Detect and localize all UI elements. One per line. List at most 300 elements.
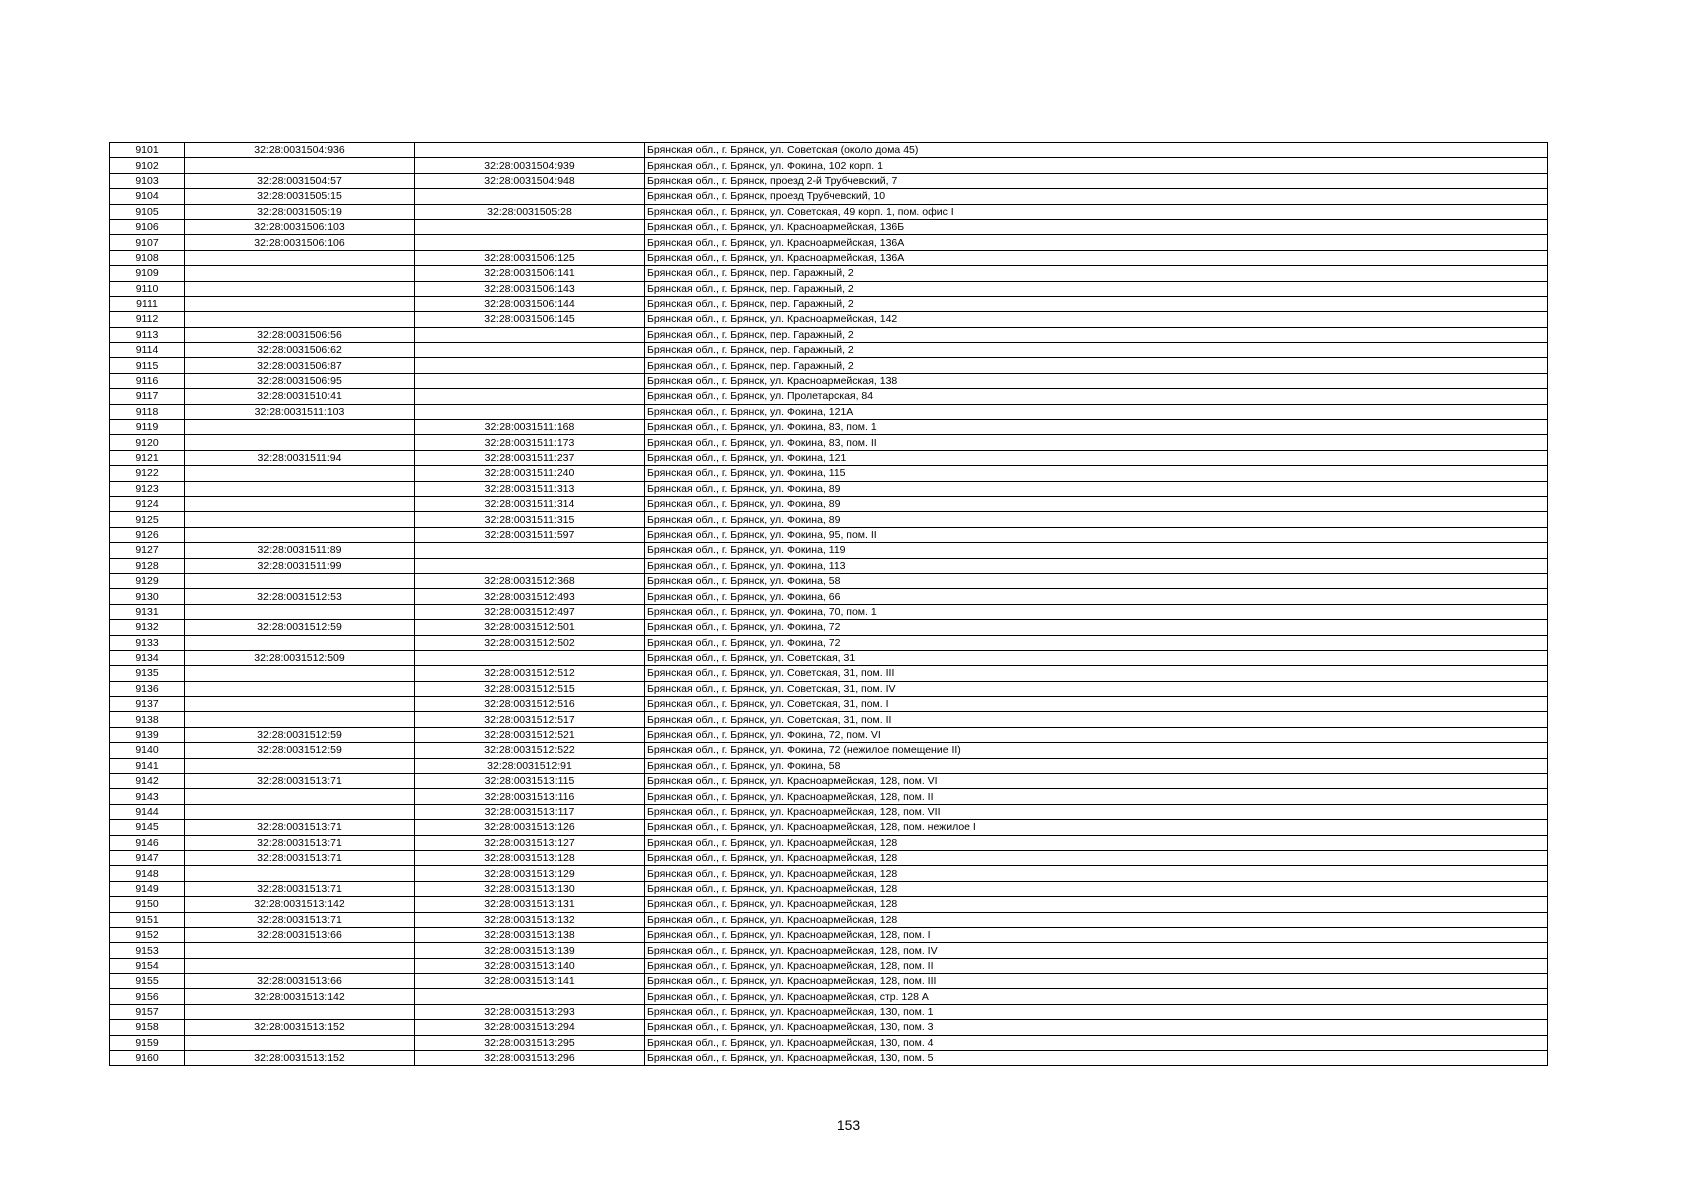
row-number-cell: 9134 (110, 650, 185, 665)
address-cell: Брянская обл., г. Брянск, ул. Советская, 31 (645, 650, 1548, 665)
registry-table (109, 142, 1548, 1066)
land-cadastral-number-cell (185, 250, 415, 265)
table-row (110, 820, 1548, 835)
address-cell: Брянская обл., г. Брянск, пер. Гаражный, 2 (645, 358, 1548, 373)
table-row (110, 266, 1548, 281)
row-number-cell: 9132 (110, 620, 185, 635)
address-cell: Брянская обл., г. Брянск, ул. Красноармейская, 130, пом. 5 (645, 1051, 1548, 1066)
land-cadastral-number-cell: 32:28:0031506:62 (185, 343, 415, 358)
row-number-cell: 9127 (110, 543, 185, 558)
land-cadastral-number-cell: 32:28:0031511:103 (185, 404, 415, 419)
building-cadastral-number-cell: 32:28:0031504:948 (415, 173, 645, 188)
building-cadastral-number-cell (415, 389, 645, 404)
row-number-cell: 9106 (110, 219, 185, 234)
address-cell: Брянская обл., г. Брянск, ул. Фокина, 89 (645, 512, 1548, 527)
address-cell: Брянская обл., г. Брянск, ул. Фокина, 83, пом. II (645, 435, 1548, 450)
table-row (110, 389, 1548, 404)
row-number-cell: 9117 (110, 389, 185, 404)
land-cadastral-number-cell (185, 681, 415, 696)
row-number-cell: 9112 (110, 312, 185, 327)
table-row (110, 789, 1548, 804)
table-row (110, 881, 1548, 896)
land-cadastral-number-cell (185, 666, 415, 681)
row-number-cell: 9151 (110, 912, 185, 927)
building-cadastral-number-cell: 32:28:0031512:493 (415, 589, 645, 604)
address-cell: Брянская обл., г. Брянск, пер. Гаражный, 2 (645, 296, 1548, 311)
building-cadastral-number-cell: 32:28:0031513:116 (415, 789, 645, 804)
row-number-cell: 9125 (110, 512, 185, 527)
table-row (110, 866, 1548, 881)
building-cadastral-number-cell (415, 143, 645, 158)
building-cadastral-number-cell: 32:28:0031512:497 (415, 604, 645, 619)
building-cadastral-number-cell: 32:28:0031513:131 (415, 897, 645, 912)
building-cadastral-number-cell: 32:28:0031511:314 (415, 496, 645, 511)
row-number-cell: 9154 (110, 958, 185, 973)
land-cadastral-number-cell: 32:28:0031506:106 (185, 235, 415, 250)
address-cell: Брянская обл., г. Брянск, ул. Фокина, 89 (645, 496, 1548, 511)
address-cell: Брянская обл., г. Брянск, ул. Пролетарская, 84 (645, 389, 1548, 404)
building-cadastral-number-cell: 32:28:0031511:240 (415, 466, 645, 481)
row-number-cell: 9114 (110, 343, 185, 358)
land-cadastral-number-cell: 32:28:0031513:152 (185, 1020, 415, 1035)
row-number-cell: 9122 (110, 466, 185, 481)
table-row (110, 1020, 1548, 1035)
building-cadastral-number-cell: 32:28:0031512:91 (415, 758, 645, 773)
row-number-cell: 9129 (110, 573, 185, 588)
land-cadastral-number-cell (185, 804, 415, 819)
land-cadastral-number-cell (185, 635, 415, 650)
page-number: 153 (836, 1117, 861, 1133)
row-number-cell: 9152 (110, 927, 185, 942)
address-cell: Брянская обл., г. Брянск, ул. Советская, 31, пом. I (645, 697, 1548, 712)
table-row (110, 296, 1548, 311)
land-cadastral-number-cell: 32:28:0031513:71 (185, 850, 415, 865)
row-number-cell: 9109 (110, 266, 185, 281)
row-number-cell: 9136 (110, 681, 185, 696)
building-cadastral-number-cell: 32:28:0031513:132 (415, 912, 645, 927)
table-row (110, 912, 1548, 927)
table-row (110, 189, 1548, 204)
table-row (110, 219, 1548, 234)
row-number-cell: 9128 (110, 558, 185, 573)
building-cadastral-number-cell (415, 219, 645, 234)
table-row (110, 466, 1548, 481)
address-cell: Брянская обл., г. Брянск, пер. Гаражный, 2 (645, 327, 1548, 342)
row-number-cell: 9133 (110, 635, 185, 650)
table-row (110, 235, 1548, 250)
address-cell: Брянская обл., г. Брянск, ул. Фокина, 83, пом. 1 (645, 420, 1548, 435)
building-cadastral-number-cell: 32:28:0031506:141 (415, 266, 645, 281)
building-cadastral-number-cell: 32:28:0031513:294 (415, 1020, 645, 1035)
row-number-cell: 9150 (110, 897, 185, 912)
address-cell: Брянская обл., г. Брянск, ул. Красноармейская, 128, пом. нежилое I (645, 820, 1548, 835)
building-cadastral-number-cell: 32:28:0031513:126 (415, 820, 645, 835)
land-cadastral-number-cell: 32:28:0031513:142 (185, 897, 415, 912)
land-cadastral-number-cell: 32:28:0031513:142 (185, 989, 415, 1004)
table-row (110, 727, 1548, 742)
row-number-cell: 9138 (110, 712, 185, 727)
land-cadastral-number-cell: 32:28:0031506:87 (185, 358, 415, 373)
row-number-cell: 9135 (110, 666, 185, 681)
building-cadastral-number-cell: 32:28:0031513:141 (415, 974, 645, 989)
table-row (110, 496, 1548, 511)
building-cadastral-number-cell: 32:28:0031506:145 (415, 312, 645, 327)
address-cell: Брянская обл., г. Брянск, ул. Красноармейская, 128 (645, 897, 1548, 912)
table-row (110, 943, 1548, 958)
address-cell: Брянская обл., г. Брянск, ул. Красноармейская, 138 (645, 373, 1548, 388)
building-cadastral-number-cell: 32:28:0031511:313 (415, 481, 645, 496)
address-cell: Брянская обл., г. Брянск, ул. Красноармейская, 128, пом. II (645, 789, 1548, 804)
land-cadastral-number-cell: 32:28:0031506:56 (185, 327, 415, 342)
address-cell: Брянская обл., г. Брянск, ул. Советская, 31, пом. IV (645, 681, 1548, 696)
land-cadastral-number-cell: 32:28:0031513:66 (185, 974, 415, 989)
address-cell: Брянская обл., г. Брянск, ул. Фокина, 58 (645, 758, 1548, 773)
table-row (110, 650, 1548, 665)
table-row (110, 358, 1548, 373)
building-cadastral-number-cell (415, 327, 645, 342)
building-cadastral-number-cell: 32:28:0031512:515 (415, 681, 645, 696)
land-cadastral-number-cell (185, 312, 415, 327)
row-number-cell: 9120 (110, 435, 185, 450)
table-row (110, 1051, 1548, 1066)
row-number-cell: 9101 (110, 143, 185, 158)
building-cadastral-number-cell: 32:28:0031513:295 (415, 1035, 645, 1050)
address-cell: Брянская обл., г. Брянск, ул. Красноармейская, 128 (645, 881, 1548, 896)
land-cadastral-number-cell: 32:28:0031504:936 (185, 143, 415, 158)
address-cell: Брянская обл., г. Брянск, ул. Советская (около дома 45) (645, 143, 1548, 158)
building-cadastral-number-cell: 32:28:0031513:140 (415, 958, 645, 973)
address-cell: Брянская обл., г. Брянск, ул. Фокина, 89 (645, 481, 1548, 496)
building-cadastral-number-cell: 32:28:0031512:522 (415, 743, 645, 758)
table-row (110, 835, 1548, 850)
address-cell: Брянская обл., г. Брянск, пер. Гаражный, 2 (645, 266, 1548, 281)
building-cadastral-number-cell: 32:28:0031512:517 (415, 712, 645, 727)
land-cadastral-number-cell: 32:28:0031504:57 (185, 173, 415, 188)
address-cell: Брянская обл., г. Брянск, проезд Трубчевский, 10 (645, 189, 1548, 204)
row-number-cell: 9149 (110, 881, 185, 896)
row-number-cell: 9126 (110, 527, 185, 542)
building-cadastral-number-cell (415, 189, 645, 204)
building-cadastral-number-cell (415, 404, 645, 419)
row-number-cell: 9108 (110, 250, 185, 265)
row-number-cell: 9143 (110, 789, 185, 804)
row-number-cell: 9105 (110, 204, 185, 219)
building-cadastral-number-cell: 32:28:0031513:296 (415, 1051, 645, 1066)
address-cell: Брянская обл., г. Брянск, ул. Фокина, 70, пом. 1 (645, 604, 1548, 619)
row-number-cell: 9145 (110, 820, 185, 835)
table-row (110, 404, 1548, 419)
address-cell: Брянская обл., г. Брянск, ул. Красноармейская, 136А (645, 235, 1548, 250)
table-row (110, 250, 1548, 265)
table-row (110, 143, 1548, 158)
row-number-cell: 9124 (110, 496, 185, 511)
land-cadastral-number-cell (185, 758, 415, 773)
land-cadastral-number-cell (185, 527, 415, 542)
address-cell: Брянская обл., г. Брянск, ул. Красноармейская, 142 (645, 312, 1548, 327)
table-row (110, 635, 1548, 650)
address-cell: Брянская обл., г. Брянск, ул. Красноармейская, 136А (645, 250, 1548, 265)
land-cadastral-number-cell (185, 943, 415, 958)
building-cadastral-number-cell: 32:28:0031511:173 (415, 435, 645, 450)
row-number-cell: 9157 (110, 1004, 185, 1019)
table-row (110, 481, 1548, 496)
address-cell: Брянская обл., г. Брянск, ул. Фокина, 102 корп. 1 (645, 158, 1548, 173)
land-cadastral-number-cell: 32:28:0031506:103 (185, 219, 415, 234)
land-cadastral-number-cell: 32:28:0031513:152 (185, 1051, 415, 1066)
table-row (110, 758, 1548, 773)
address-cell: Брянская обл., г. Брянск, ул. Красноармейская, 130, пом. 1 (645, 1004, 1548, 1019)
address-cell: Брянская обл., г. Брянск, ул. Красноармейская, 128, пом. VII (645, 804, 1548, 819)
table-row (110, 804, 1548, 819)
land-cadastral-number-cell (185, 1004, 415, 1019)
table-row (110, 604, 1548, 619)
land-cadastral-number-cell (185, 296, 415, 311)
address-cell: Брянская обл., г. Брянск, ул. Красноармейская, 128, пом. II (645, 958, 1548, 973)
land-cadastral-number-cell: 32:28:0031512:59 (185, 727, 415, 742)
land-cadastral-number-cell: 32:28:0031505:19 (185, 204, 415, 219)
land-cadastral-number-cell (185, 1035, 415, 1050)
land-cadastral-number-cell (185, 789, 415, 804)
building-cadastral-number-cell: 32:28:0031506:125 (415, 250, 645, 265)
land-cadastral-number-cell (185, 604, 415, 619)
building-cadastral-number-cell: 32:28:0031513:139 (415, 943, 645, 958)
address-cell: Брянская обл., г. Брянск, проезд 2-й Трубчевский, 7 (645, 173, 1548, 188)
table-row (110, 512, 1548, 527)
building-cadastral-number-cell (415, 989, 645, 1004)
address-cell: Брянская обл., г. Брянск, ул. Советская, 31, пом. III (645, 666, 1548, 681)
row-number-cell: 9156 (110, 989, 185, 1004)
building-cadastral-number-cell (415, 235, 645, 250)
row-number-cell: 9116 (110, 373, 185, 388)
address-cell: Брянская обл., г. Брянск, ул. Фокина, 58 (645, 573, 1548, 588)
table-row (110, 312, 1548, 327)
table-row (110, 204, 1548, 219)
address-cell: Брянская обл., г. Брянск, ул. Красноармейская, 128 (645, 835, 1548, 850)
table-row (110, 327, 1548, 342)
land-cadastral-number-cell: 32:28:0031513:71 (185, 835, 415, 850)
building-cadastral-number-cell: 32:28:0031511:168 (415, 420, 645, 435)
land-cadastral-number-cell (185, 866, 415, 881)
row-number-cell: 9137 (110, 697, 185, 712)
building-cadastral-number-cell (415, 650, 645, 665)
table-body (110, 143, 1548, 1066)
building-cadastral-number-cell: 32:28:0031512:502 (415, 635, 645, 650)
row-number-cell: 9140 (110, 743, 185, 758)
land-cadastral-number-cell (185, 466, 415, 481)
address-cell: Брянская обл., г. Брянск, ул. Советская, 31, пом. II (645, 712, 1548, 727)
row-number-cell: 9144 (110, 804, 185, 819)
land-cadastral-number-cell: 32:28:0031513:71 (185, 912, 415, 927)
land-cadastral-number-cell (185, 481, 415, 496)
building-cadastral-number-cell: 32:28:0031513:138 (415, 927, 645, 942)
land-cadastral-number-cell (185, 958, 415, 973)
address-cell: Брянская обл., г. Брянск, ул. Красноармейская, 130, пом. 3 (645, 1020, 1548, 1035)
row-number-cell: 9155 (110, 974, 185, 989)
address-cell: Брянская обл., г. Брянск, ул. Фокина, 121А (645, 404, 1548, 419)
land-cadastral-number-cell (185, 266, 415, 281)
land-cadastral-number-cell (185, 573, 415, 588)
table-row (110, 974, 1548, 989)
table-row (110, 281, 1548, 296)
table-row (110, 850, 1548, 865)
address-cell: Брянская обл., г. Брянск, ул. Фокина, 66 (645, 589, 1548, 604)
row-number-cell: 9131 (110, 604, 185, 619)
building-cadastral-number-cell (415, 543, 645, 558)
table-row (110, 1035, 1548, 1050)
row-number-cell: 9107 (110, 235, 185, 250)
address-cell: Брянская обл., г. Брянск, ул. Фокина, 121 (645, 450, 1548, 465)
row-number-cell: 9115 (110, 358, 185, 373)
table-row (110, 173, 1548, 188)
address-cell: Брянская обл., г. Брянск, ул. Фокина, 115 (645, 466, 1548, 481)
building-cadastral-number-cell: 32:28:0031511:237 (415, 450, 645, 465)
address-cell: Брянская обл., г. Брянск, ул. Фокина, 72, пом. VI (645, 727, 1548, 742)
building-cadastral-number-cell: 32:28:0031513:293 (415, 1004, 645, 1019)
row-number-cell: 9141 (110, 758, 185, 773)
land-cadastral-number-cell (185, 697, 415, 712)
building-cadastral-number-cell: 32:28:0031505:28 (415, 204, 645, 219)
row-number-cell: 9121 (110, 450, 185, 465)
address-cell: Брянская обл., г. Брянск, ул. Красноармейская, 128 (645, 866, 1548, 881)
row-number-cell: 9153 (110, 943, 185, 958)
row-number-cell: 9104 (110, 189, 185, 204)
address-cell: Брянская обл., г. Брянск, ул. Советская, 49 корп. 1, пом. офис I (645, 204, 1548, 219)
row-number-cell: 9113 (110, 327, 185, 342)
row-number-cell: 9130 (110, 589, 185, 604)
land-cadastral-number-cell: 32:28:0031512:59 (185, 743, 415, 758)
table-row (110, 1004, 1548, 1019)
row-number-cell: 9103 (110, 173, 185, 188)
land-cadastral-number-cell: 32:28:0031513:66 (185, 927, 415, 942)
address-cell: Брянская обл., г. Брянск, ул. Красноармейская, 128, пом. I (645, 927, 1548, 942)
row-number-cell: 9142 (110, 774, 185, 789)
building-cadastral-number-cell: 32:28:0031512:521 (415, 727, 645, 742)
land-cadastral-number-cell (185, 158, 415, 173)
land-cadastral-number-cell (185, 512, 415, 527)
row-number-cell: 9160 (110, 1051, 185, 1066)
land-cadastral-number-cell: 32:28:0031512:59 (185, 620, 415, 635)
building-cadastral-number-cell: 32:28:0031513:130 (415, 881, 645, 896)
table-row (110, 927, 1548, 942)
row-number-cell: 9139 (110, 727, 185, 742)
building-cadastral-number-cell: 32:28:0031511:315 (415, 512, 645, 527)
land-cadastral-number-cell (185, 420, 415, 435)
address-cell: Брянская обл., г. Брянск, ул. Красноармейская, 128, пом. VI (645, 774, 1548, 789)
table-row (110, 373, 1548, 388)
table-row (110, 774, 1548, 789)
address-cell: Брянская обл., г. Брянск, ул. Красноармейская, стр. 128 А (645, 989, 1548, 1004)
land-cadastral-number-cell (185, 281, 415, 296)
table-row (110, 543, 1548, 558)
land-cadastral-number-cell: 32:28:0031512:509 (185, 650, 415, 665)
address-cell: Брянская обл., г. Брянск, ул. Фокина, 95, пом. II (645, 527, 1548, 542)
table-row (110, 697, 1548, 712)
row-number-cell: 9148 (110, 866, 185, 881)
table-row (110, 681, 1548, 696)
land-cadastral-number-cell: 32:28:0031513:71 (185, 820, 415, 835)
table-row (110, 958, 1548, 973)
building-cadastral-number-cell: 32:28:0031506:143 (415, 281, 645, 296)
address-cell: Брянская обл., г. Брянск, пер. Гаражный, 2 (645, 281, 1548, 296)
table-row (110, 989, 1548, 1004)
land-cadastral-number-cell: 32:28:0031511:89 (185, 543, 415, 558)
address-cell: Брянская обл., г. Брянск, ул. Красноармейская, 128, пом. IV (645, 943, 1548, 958)
land-cadastral-number-cell (185, 496, 415, 511)
row-number-cell: 9102 (110, 158, 185, 173)
table-row (110, 527, 1548, 542)
address-cell: Брянская обл., г. Брянск, ул. Красноармейская, 130, пом. 4 (645, 1035, 1548, 1050)
building-cadastral-number-cell (415, 358, 645, 373)
land-cadastral-number-cell: 32:28:0031513:71 (185, 881, 415, 896)
land-cadastral-number-cell (185, 712, 415, 727)
table-row (110, 158, 1548, 173)
land-cadastral-number-cell: 32:28:0031506:95 (185, 373, 415, 388)
land-cadastral-number-cell: 32:28:0031511:94 (185, 450, 415, 465)
table-row (110, 897, 1548, 912)
table-row (110, 712, 1548, 727)
address-cell: Брянская обл., г. Брянск, пер. Гаражный, 2 (645, 343, 1548, 358)
building-cadastral-number-cell (415, 558, 645, 573)
building-cadastral-number-cell: 32:28:0031512:368 (415, 573, 645, 588)
building-cadastral-number-cell: 32:28:0031512:516 (415, 697, 645, 712)
address-cell: Брянская обл., г. Брянск, ул. Фокина, 72 (645, 620, 1548, 635)
building-cadastral-number-cell (415, 373, 645, 388)
address-cell: Брянская обл., г. Брянск, ул. Красноармейская, 128 (645, 850, 1548, 865)
land-cadastral-number-cell: 32:28:0031510:41 (185, 389, 415, 404)
land-cadastral-number-cell: 32:28:0031505:15 (185, 189, 415, 204)
table-row (110, 620, 1548, 635)
row-number-cell: 9146 (110, 835, 185, 850)
address-cell: Брянская обл., г. Брянск, ул. Фокина, 72 (нежилое помещение II) (645, 743, 1548, 758)
row-number-cell: 9118 (110, 404, 185, 419)
row-number-cell: 9119 (110, 420, 185, 435)
table-row (110, 558, 1548, 573)
address-cell: Брянская обл., г. Брянск, ул. Фокина, 72 (645, 635, 1548, 650)
building-cadastral-number-cell (415, 343, 645, 358)
table-row (110, 420, 1548, 435)
table-row (110, 343, 1548, 358)
address-cell: Брянская обл., г. Брянск, ул. Красноармейская, 128, пом. III (645, 974, 1548, 989)
table-row (110, 450, 1548, 465)
building-cadastral-number-cell: 32:28:0031512:512 (415, 666, 645, 681)
address-cell: Брянская обл., г. Брянск, ул. Красноармейская, 136Б (645, 219, 1548, 234)
address-cell: Брянская обл., г. Брянск, ул. Фокина, 113 (645, 558, 1548, 573)
table-row (110, 743, 1548, 758)
table-row (110, 666, 1548, 681)
table-row (110, 573, 1548, 588)
row-number-cell: 9110 (110, 281, 185, 296)
building-cadastral-number-cell: 32:28:0031511:597 (415, 527, 645, 542)
row-number-cell: 9123 (110, 481, 185, 496)
address-cell: Брянская обл., г. Брянск, ул. Красноармейская, 128 (645, 912, 1548, 927)
building-cadastral-number-cell: 32:28:0031513:128 (415, 850, 645, 865)
row-number-cell: 9159 (110, 1035, 185, 1050)
building-cadastral-number-cell: 32:28:0031513:129 (415, 866, 645, 881)
row-number-cell: 9158 (110, 1020, 185, 1035)
land-cadastral-number-cell: 32:28:0031512:53 (185, 589, 415, 604)
table-row (110, 435, 1548, 450)
building-cadastral-number-cell: 32:28:0031513:117 (415, 804, 645, 819)
building-cadastral-number-cell: 32:28:0031513:115 (415, 774, 645, 789)
row-number-cell: 9147 (110, 850, 185, 865)
land-cadastral-number-cell: 32:28:0031511:99 (185, 558, 415, 573)
land-cadastral-number-cell: 32:28:0031513:71 (185, 774, 415, 789)
building-cadastral-number-cell: 32:28:0031513:127 (415, 835, 645, 850)
row-number-cell: 9111 (110, 296, 185, 311)
land-cadastral-number-cell (185, 435, 415, 450)
table-row (110, 589, 1548, 604)
building-cadastral-number-cell: 32:28:0031512:501 (415, 620, 645, 635)
